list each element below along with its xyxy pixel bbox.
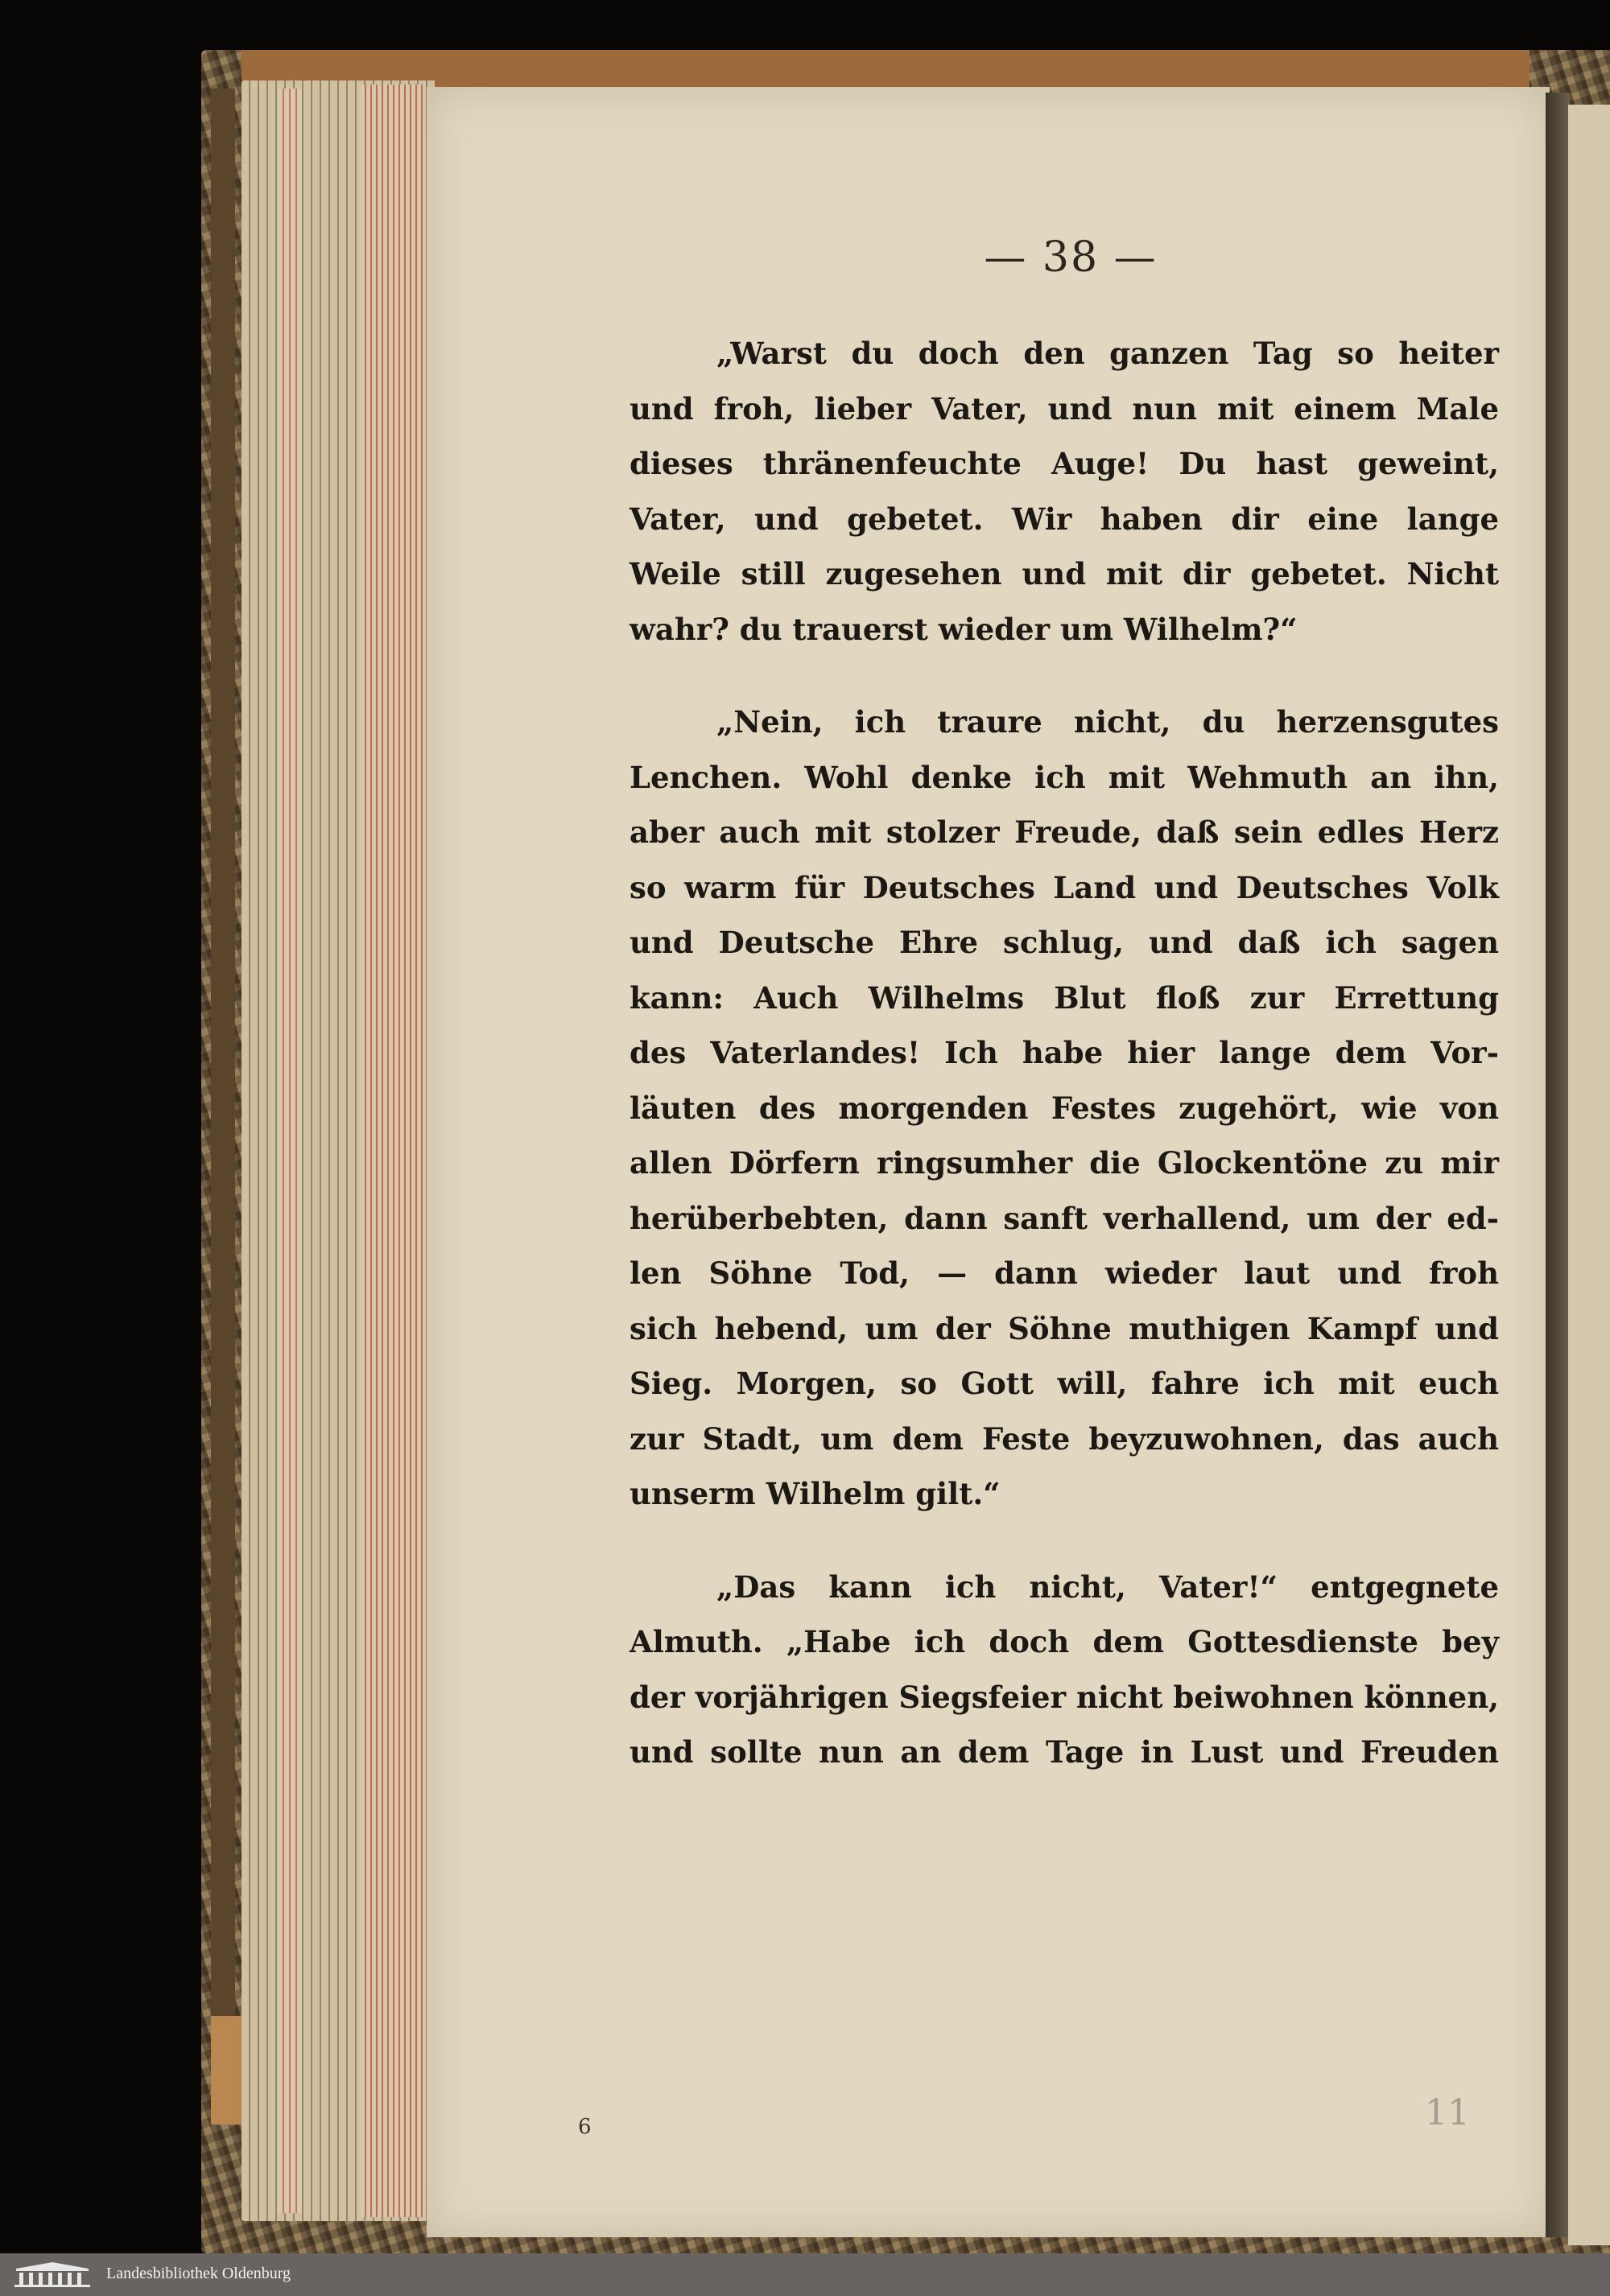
text-line: Lenchen. Wohl denke ich mit Wehmuth an ihn,: [630, 759, 1499, 795]
pencil-page-mark: 11: [1425, 2092, 1470, 2133]
text-line: „Das kann ich nicht, Vater!“ entgegnete: [716, 1568, 1499, 1605]
footer-bar: [0, 2253, 1610, 2296]
text-line: Sieg. Morgen, so Gott will, fahre ich mit euch: [630, 1366, 1499, 1401]
text-line: läuten des morgenden Festes zugehört, wie von: [630, 1090, 1499, 1126]
red-page-edges: [361, 85, 425, 2217]
text-line: Weile still zugesehen und mit dir gebetet. Nicht: [630, 556, 1499, 592]
library-name: Landesbibliothek Oldenburg: [106, 2265, 291, 2282]
text-line: len Söhne Tod, — dann wieder laut und froh: [630, 1255, 1499, 1291]
text-line: „Warst du doch den ganzen Tag so heiter: [716, 336, 1499, 371]
text-line: unserm Wilhelm gilt.“: [630, 1476, 1001, 1511]
text-line: Almuth. „Habe ich doch dem Gottesdienste bey: [630, 1624, 1499, 1659]
text-line: der vorjährigen Siegsfeier nicht beiwohnen können,: [630, 1679, 1499, 1715]
text-line: sich hebend, um der Söhne muthigen Kampf und: [630, 1310, 1499, 1346]
text-line: und sollte nun an dem Tage in Lust und Freuden: [630, 1734, 1499, 1770]
paragraph-2: [630, 695, 1499, 1522]
text-line: des Vaterlandes! Ich habe hier lange dem Vor-: [630, 1035, 1499, 1070]
text-line: so warm für Deutsches Land und Deutsches Volk: [630, 869, 1499, 905]
book-gutter: [1546, 93, 1570, 2237]
text-line: zur Stadt, um dem Feste beyzuwohnen, das auch: [630, 1420, 1499, 1457]
paragraph-1: [630, 326, 1499, 657]
red-page-edges-outer: [278, 89, 302, 2213]
page-number: — 38 —: [984, 233, 1158, 282]
facing-page-sliver: [1568, 105, 1610, 2245]
text-line: kann: Auch Wilhelms Blut floß zur Errettung: [630, 979, 1499, 1016]
cover-spine-edge: [211, 89, 235, 2020]
paragraph-3: [630, 1560, 1499, 1780]
text-line: „Nein, ich traure nicht, du herzensgutes: [716, 704, 1499, 740]
text-line: allen Dörfern ringsumher die Glockentöne zu mir: [630, 1145, 1499, 1181]
body-text: [630, 326, 1499, 1818]
library-building-icon: [8, 2261, 97, 2288]
text-line: herüberbebten, dann sanft verhallend, um der ed-: [630, 1200, 1499, 1236]
printer-mark: 6: [578, 2115, 592, 2139]
text-line: und Deutsche Ehre schlug, und daß ich sagen: [630, 925, 1499, 960]
text-line: Vater, und gebetet. Wir haben dir eine lange: [630, 501, 1499, 537]
text-line: dieses thränenfeuchte Auge! Du hast geweint,: [630, 446, 1499, 481]
text-line: und froh, lieber Vater, und nun mit einem Male: [630, 390, 1499, 427]
text-line: aber auch mit stolzer Freude, daß sein edles Herz: [630, 814, 1499, 850]
text-line: wahr? du trauerst wieder um Wilhelm?“: [630, 611, 1298, 647]
